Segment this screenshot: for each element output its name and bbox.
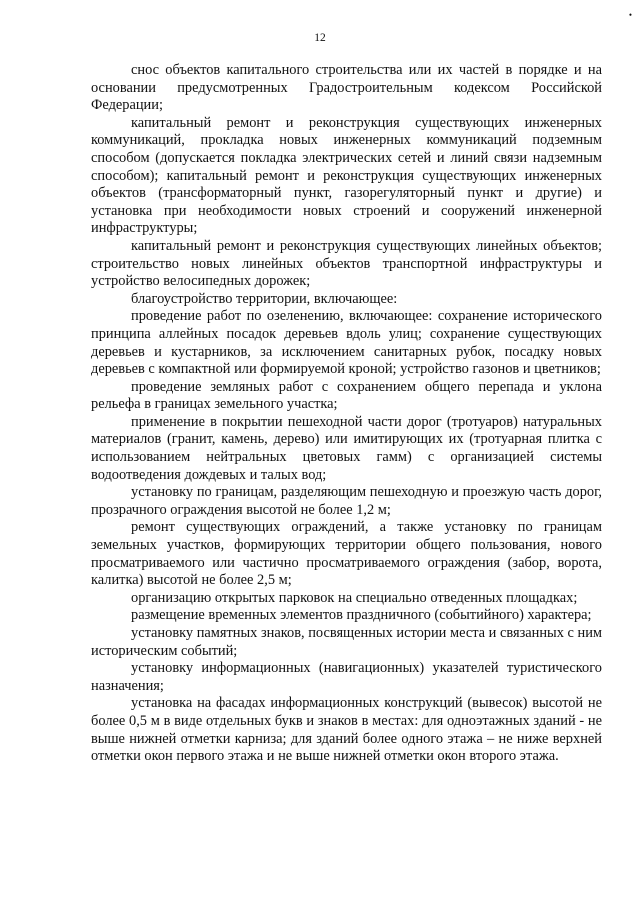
- paragraph: снос объектов капитального строительства или их частей в порядке и на основании предусмотренных Градостроительным кодексом Российской Федерации;: [91, 62, 602, 114]
- page-number: 12: [314, 32, 326, 44]
- paragraph: капитальный ремонт и реконструкция существующих линейных объектов; строительство новых линейных объектов транспортной инфраструктуры и устройство велосипедных дорожек;: [91, 237, 602, 290]
- paragraph: применение в покрытии пешеходной части дорог (тротуаров) натуральных материалов (гранит, камень, дерево) или имитирующих их (тротуарная плитка с использованием нейтральных цветовых гамм) с организацией системы водоотведения дождевых и талых вод;: [91, 413, 602, 483]
- paragraph: установка на фасадах информационных конструкций (вывесок) высотой не более 0,5 м в виде отдельных букв и знаков в местах: для одноэтажных зданий - не выше нижней отметки карниза; для зданий более одного этажа – не ниже верхней отметки окон первого этажа и не выше нижней отметки окон второго этажа.: [91, 695, 602, 765]
- paragraph: установку по границам, разделяющим пешеходную и проезжую часть дорог, прозрачного ограждения высотой не более 1,2 м;: [91, 484, 602, 518]
- paragraph: установку информационных (навигационных) указателей туристического назначения;: [91, 660, 602, 694]
- paragraph: организацию открытых парковок на специально отведенных площадках;: [131, 589, 578, 606]
- document-body: [91, 62, 602, 766]
- paragraph: благоустройство территории, включающее:: [131, 290, 398, 307]
- paragraph: ремонт существующих ограждений, а также установку по границам земельных участков, формирующих территории общего пользования, нового просматриваемого или частично просматриваемого ограждения (забор, ворота, калитка) высотой не более 2,5 м;: [91, 519, 602, 589]
- paragraph: проведение земляных работ с сохранением общего перепада и уклона рельефа в границах земельного участка;: [91, 378, 602, 413]
- paragraph: капитальный ремонт и реконструкция существующих инженерных коммуникаций, прокладка новых инженерных коммуникаций подземным способом (допускается покладка электрических сетей и линий связи надземным способом); капитальный ремонт и реконструкция существующих инженерных объектов (трансформаторный пункт, газорегуляторный пункт и другие) и установка при необходимости новых строений и сооружений инженерной инфраструктуры;: [91, 114, 602, 237]
- paragraph: размещение временных элементов праздничного (событийного) характера;: [131, 607, 592, 624]
- paragraph: установку памятных знаков, посвященных истории места и связанных с ним историческим событий;: [91, 625, 602, 659]
- paragraph: проведение работ по озеленению, включающее: сохранение исторического принципа аллейных посадок деревьев вдоль улиц; сохранение существующих деревьев и кустарников, за исключением санитарных рубок, посадку новых деревьев с компактной или формируемой кроной; устройство газонов и цветников;: [91, 308, 602, 378]
- corner-mark: •: [628, 10, 632, 20]
